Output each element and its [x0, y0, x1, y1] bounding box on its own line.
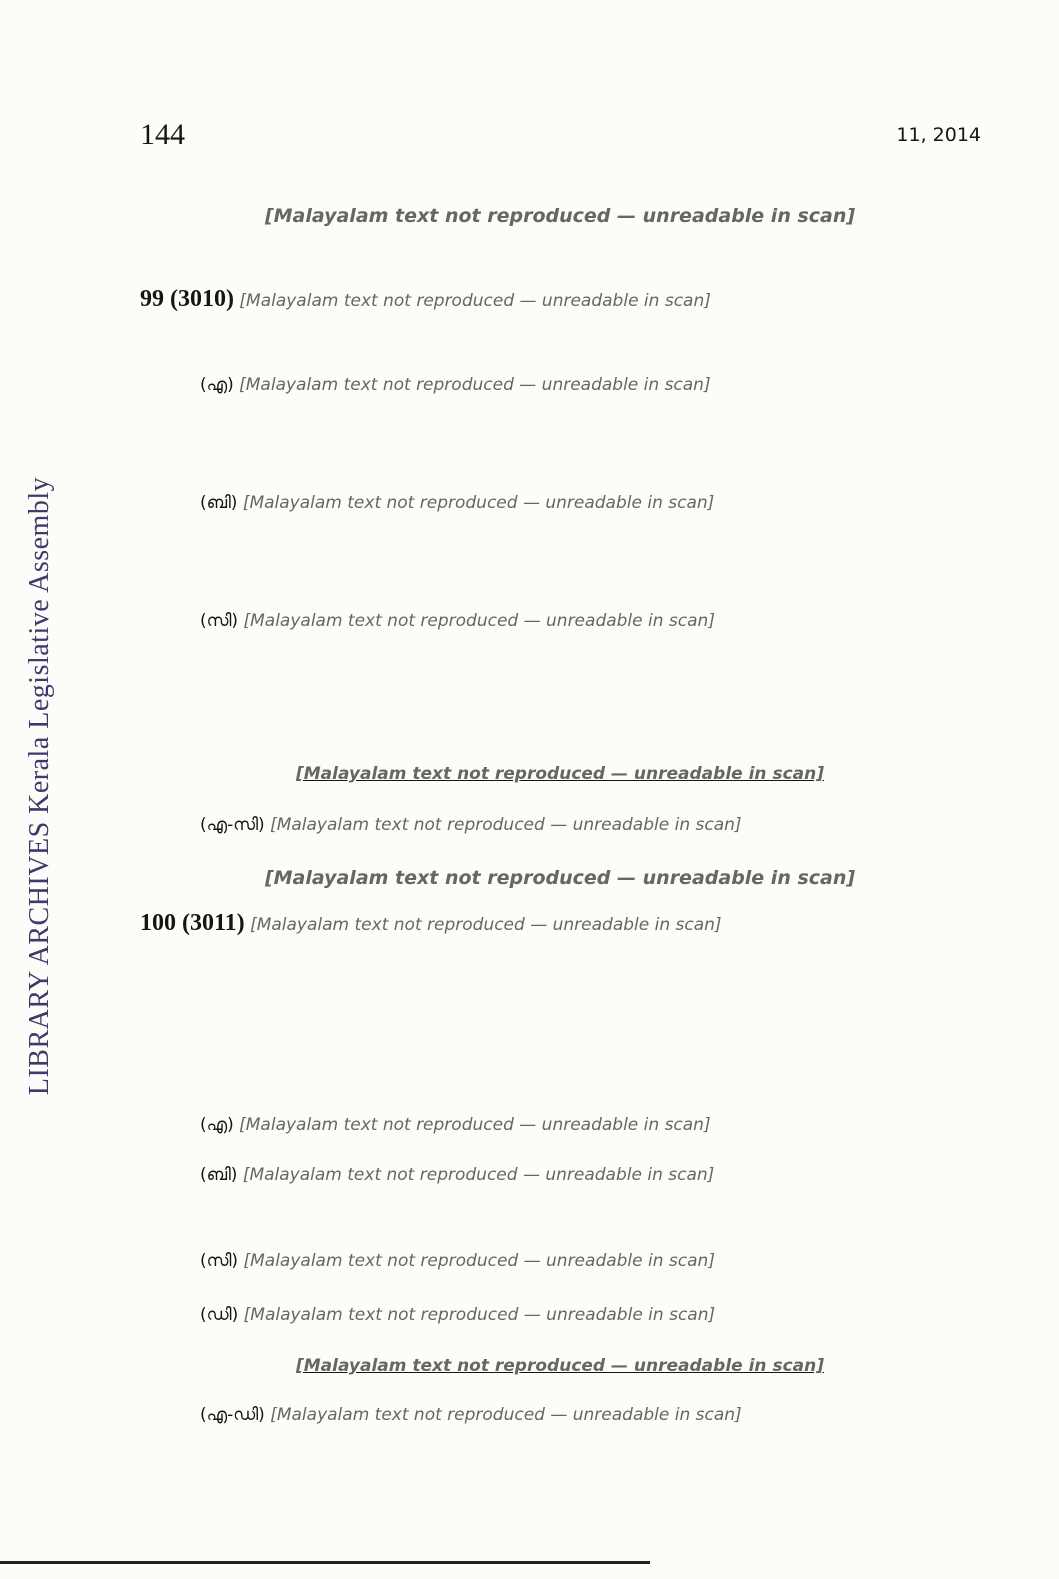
item-text: [Malayalam text not reproduced — unreadable in scan]: [242, 1165, 715, 1185]
q100-item-c: [140, 1246, 980, 1276]
q100-item-d: [140, 1300, 980, 1330]
item-text: [Malayalam text not reproduced — unreadable in scan]: [243, 1305, 716, 1325]
q99-answer: [140, 810, 980, 840]
page-header: [140, 118, 981, 158]
answer-heading-placeholder: [Malayalam text not reproduced — unreadable in scan]: [295, 764, 824, 784]
answer-heading-2: [140, 1356, 980, 1376]
heading-placeholder: [Malayalam text not reproduced — unreadable in scan]: [264, 867, 856, 889]
page-number: 144: [140, 118, 185, 151]
item-text: [Malayalam text not reproduced — unreadable in scan]: [239, 1115, 711, 1135]
item-text: [Malayalam text not reproduced — unreadable in scan]: [239, 375, 711, 395]
answer-heading-placeholder: [Malayalam text not reproduced — unreadable in scan]: [295, 1356, 824, 1376]
question-text: [Malayalam text not reproduced — unreadable in scan]: [250, 915, 722, 935]
page-date: 11, 2014: [896, 124, 981, 146]
question-number: 99 (3010): [140, 286, 234, 312]
item-marker: (സി): [200, 611, 239, 631]
q100-item-b: [140, 1160, 980, 1190]
item-marker: (ബി): [200, 1165, 238, 1185]
question-number: 100 (3011): [140, 910, 245, 936]
answer-text: [Malayalam text not reproduced — unreadable in scan]: [270, 1405, 742, 1425]
item-text: [Malayalam text not reproduced — unreadable in scan]: [242, 493, 715, 513]
answer-marker: (എ-സി): [200, 815, 265, 835]
question-100: [140, 908, 980, 940]
section-heading-2: [140, 862, 980, 894]
question-text: [Malayalam text not reproduced — unreadable in scan]: [239, 291, 711, 311]
q99-item-a: [140, 370, 980, 400]
item-marker: (സി): [200, 1251, 239, 1271]
answer-text: [Malayalam text not reproduced — unreadable in scan]: [270, 815, 742, 835]
answer-marker: (എ-ഡി): [200, 1405, 265, 1425]
q99-item-b: [140, 488, 980, 518]
item-marker: (ബി): [200, 493, 238, 513]
archive-stamp: LIBRARY ARCHIVES Kerala Legislative Assembly: [24, 476, 55, 1096]
item-text: [Malayalam text not reproduced — unreadable in scan]: [243, 1251, 715, 1271]
section-heading-1: [140, 200, 980, 232]
heading-placeholder: [Malayalam text not reproduced — unreadable in scan]: [264, 205, 856, 227]
item-text: [Malayalam text not reproduced — unreadable in scan]: [243, 611, 715, 631]
item-marker: (എ): [200, 375, 234, 395]
answer-heading-1: [140, 764, 980, 784]
q99-item-c: [140, 606, 980, 636]
item-marker: (എ): [200, 1115, 234, 1135]
bottom-rule: [0, 1561, 650, 1564]
q100-item-a: [140, 1110, 980, 1140]
q100-answer: [140, 1400, 980, 1430]
item-marker: (ഡി): [200, 1305, 239, 1325]
question-99: [140, 284, 980, 316]
